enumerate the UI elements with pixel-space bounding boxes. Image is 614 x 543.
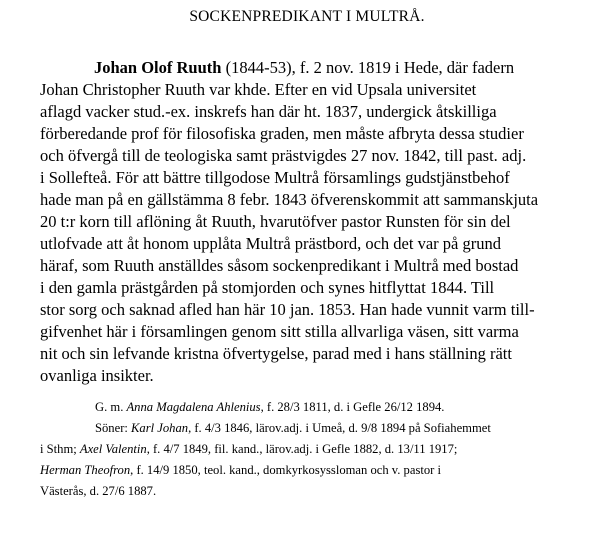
note-text: , f. 4/3 1846, lärov.adj. i Umeå, d. 9/8 1894 på Sofiahemmet <box>188 421 491 435</box>
note-text: i Sthm; <box>40 442 80 456</box>
paragraph-line-text: (1844-53), f. 2 nov. 1819 i Hede, där fadern <box>221 58 515 77</box>
page-title: SOCKENPREDIKANT I MULTRÅ. <box>189 8 425 25</box>
paragraph-line: i den gamla prästgården på stomjorden och synes hitflyttat 1844. Till <box>40 278 495 297</box>
paragraph-line: 20 t:r korn till aflöning åt Ruuth, hvarutöfver pastor Runsten för sin del <box>40 212 511 231</box>
son-name: Axel Valentin <box>79 442 147 456</box>
sons-note-line <box>95 420 491 436</box>
paragraph-line: förberedande prof för filosofiska graden, men måste afbryta dessa studier <box>40 124 524 143</box>
person-name: Johan Olof Ruuth <box>94 58 222 77</box>
sons-note-line: Västerås, d. 27/6 1887. <box>40 484 157 498</box>
note-prefix: G. m. <box>95 400 127 414</box>
note-text: , f. 28/3 1811, d. i Gefle 26/12 1894. <box>260 400 445 414</box>
sons-note-line <box>40 462 441 478</box>
paragraph-line: och öfvergå till de teologiska samt prästvigdes 27 nov. 1842, till past. adj. <box>40 146 527 165</box>
son-name: Herman Theofron <box>40 463 131 477</box>
spouse-name: Anna Magdalena Ahlenius <box>126 400 261 414</box>
paragraph-line: aflagd vacker stud.-ex. inskrefs han där ht. 1837, undergick åtskilliga <box>40 102 497 121</box>
paragraph-line: stor sorg och saknad afled han här 10 jan. 1853. Han hade vunnit varm till- <box>40 300 535 319</box>
note-text: , f. 14/9 1850, teol. kand., domkyrkosyssloman och v. pastor i <box>130 463 441 477</box>
son-name: Karl Johan <box>131 421 189 435</box>
paragraph-line <box>94 58 514 78</box>
sons-note-line <box>40 441 457 457</box>
paragraph-line: i Sollefteå. För att bättre tillgodose Multrå församlings gudstjänstbehof <box>40 168 510 187</box>
paragraph-line: Johan Christopher Ruuth var khde. Efter en vid Upsala universitet <box>40 80 477 99</box>
paragraph-line: hade man på en gällstämma 8 febr. 1843 öfverenskommit att sammanskjuta <box>40 190 539 209</box>
paragraph-line: nit och sin lefvande kristna öfvertygelse, parad med i hans ställning rätt <box>40 344 512 363</box>
paragraph-line: häraf, som Ruuth anställdes såsom sockenpredikant i Multrå med bostad <box>40 256 519 275</box>
paragraph-line: ovanliga insikter. <box>40 366 154 385</box>
spouse-note <box>95 399 444 415</box>
note-text: , f. 4/7 1849, fil. kand., lärov.adj. i Gefle 1882, d. 13/11 1917; <box>146 442 458 456</box>
note-prefix: Söner: <box>95 421 132 435</box>
paragraph-line: gifvenhet här i församlingen genom sitt stilla allvarliga väsen, sitt varma <box>40 322 519 341</box>
paragraph-line: utlofvade att åt honom upplåta Multrå prästbord, och det var på grund <box>40 234 501 253</box>
